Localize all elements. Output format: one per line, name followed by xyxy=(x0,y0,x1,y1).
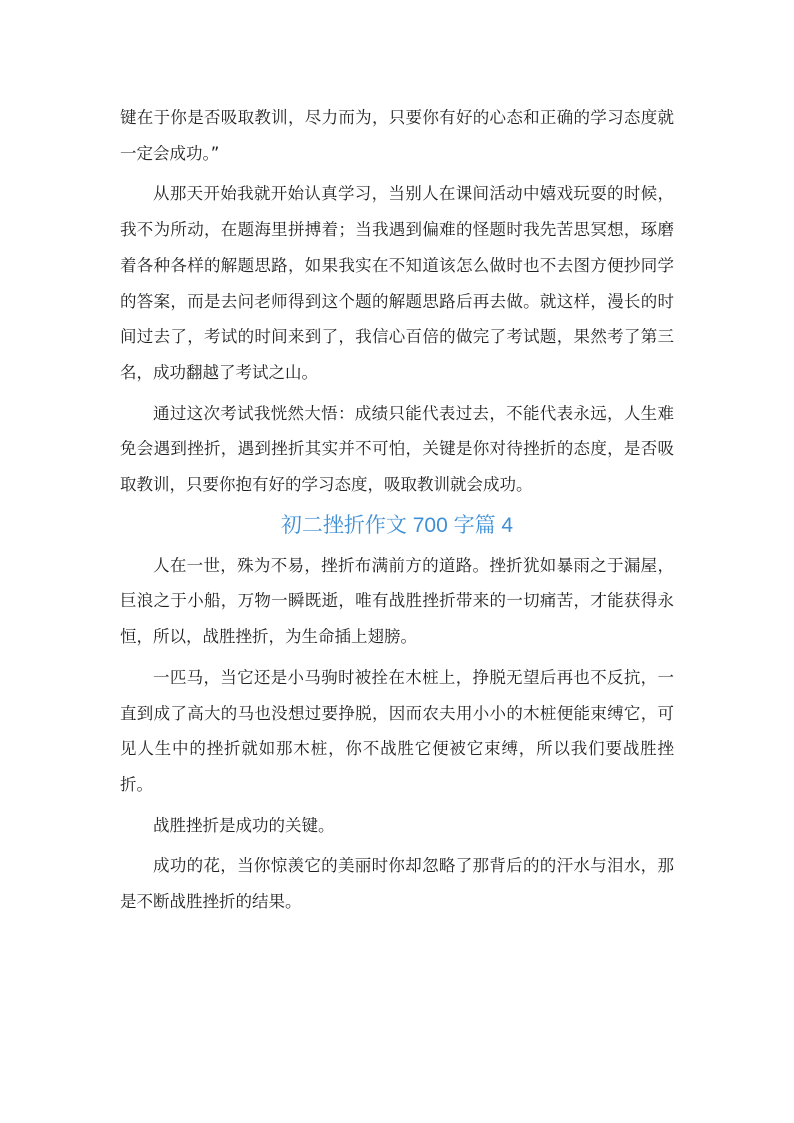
paragraph-realization: 通过这次考试我恍然大悟：成绩只能代表过去，不能代表永远，人生难免会遇到挫折，遇到挫折其实并不可怕，关键是你对待挫折的态度，是否吸取教训，只要你抱有好的学习态度，吸取教训就会成功。 xyxy=(120,403,674,495)
paragraph-continued: 键在于你是否吸取教训，尽力而为，只要你有好的心态和正确的学习态度就一定会成功。” xyxy=(120,108,674,163)
essay-body xyxy=(120,100,674,925)
paragraph-intro: 人在一世，殊为不易，挫折布满前方的道路。挫折犹如暴雨之于漏屋，巨浪之于小船，万物一瞬既逝，唯有战胜挫折带来的一切痛苦，才能获得永恒，所以，战胜挫折，为生命插上翅膀。 xyxy=(120,555,674,647)
section-heading: 初二挫折作文 700 字篇 4 xyxy=(280,513,514,537)
paragraph-horse: 一匹马，当它还是小马驹时被拴在木桩上，挣脱无望后再也不反抗，一直到成了高大的马也没想过要挣脱，因而农夫用小小的木桩便能束缚它，可见人生中的挫折就如那木桩，你不战胜它便被它束缚，所以我们要战胜挫折。 xyxy=(120,667,674,794)
paragraph-study-hard: 从那天开始我就开始认真学习，当别人在课间活动中嬉戏玩耍的时候，我不为所动，在题海里拼搏着；当我遇到偏难的怪题时我先苦思冥想，琢磨着各种各样的解题思路，如果我实在不知道该怎么做时也不去图方便抄同学的答案，而是去问老师得到这个题的解题思路后再去做。就这样，漫长的时间过去了，考试的时间来到了，我信心百倍的做完了考试题，果然考了第三名，成功翻越了考试之山。 xyxy=(120,184,674,382)
paragraph-key: 战胜挫折是成功的关键。 xyxy=(153,815,335,835)
paragraph-flower: 成功的花，当你惊羡它的美丽时你却忽略了那背后的的汗水与泪水，那是不断战胜挫折的结果。 xyxy=(120,856,674,912)
